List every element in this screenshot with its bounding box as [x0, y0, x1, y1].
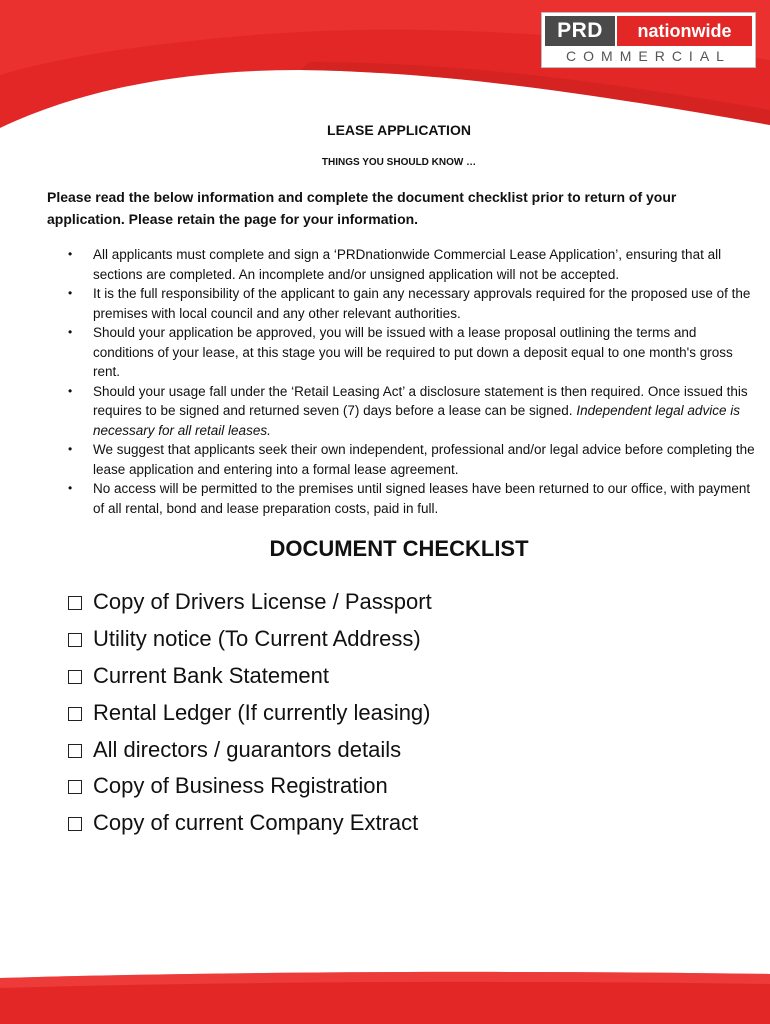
prd-nationwide-commercial-logo — [541, 12, 756, 68]
bullet-item: • No access will be permitted to the premises until signed leases have been returned to our office, with payment of all rental, bond and lease preparation costs, paid in full. — [66, 479, 756, 518]
bullet-item: • Should your usage fall under the ‘Retail Leasing Act’ a disclosure statement is then required. Once issued this requires to be signed and returned seven (7) days before a lease can be signed. Independent legal advice is necessary for all retail leases. — [66, 382, 756, 441]
checklist-item — [68, 805, 432, 842]
checklist-item-label: All directors / guarantors details — [93, 736, 402, 762]
checklist-item-label: Copy of current Company Extract — [93, 810, 419, 836]
checkbox[interactable] — [68, 780, 82, 794]
checklist-item — [68, 621, 432, 658]
legal-advice-emphasis: Independent legal advice is necessary for all retail leases. — [93, 403, 740, 438]
checklist-item-label: Current Bank Statement — [93, 662, 330, 688]
checkbox[interactable] — [68, 817, 82, 831]
document-title: LEASE APPLICATION — [327, 122, 471, 138]
checklist-item — [68, 658, 432, 695]
checkbox[interactable] — [68, 596, 82, 610]
footer-red-band — [0, 970, 770, 1024]
bullet-item: • We suggest that applicants seek their own independent, professional and/or legal advice before completing the lease application and entering into a formal lease agreement. — [66, 440, 756, 479]
bullet-item: • Should your application be approved, you will be issued with a lease proposal outlining the terms and conditions of your lease, at this stage you will be required to put down a deposit equal to one month's gross rent. — [66, 323, 756, 382]
checklist-item — [68, 584, 432, 621]
checkbox[interactable] — [68, 670, 82, 684]
document-subtitle: THINGS YOU SHOULD KNOW … — [321, 157, 477, 168]
checklist-item-label: Copy of Business Registration — [93, 773, 388, 799]
checklist-item — [68, 694, 432, 731]
document-checklist — [68, 584, 432, 842]
checklist-item-label: Copy of Drivers License / Passport — [93, 589, 432, 615]
checkbox[interactable] — [68, 744, 82, 758]
bullet-item: • It is the full responsibility of the applicant to gain any necessary approvals required for the proposed use of the premises with local council and any other relevant authorities. — [66, 284, 756, 323]
checklist-title: DOCUMENT CHECKLIST — [269, 536, 529, 561]
information-bullet-list — [66, 245, 756, 518]
checklist-item — [68, 768, 432, 805]
checklist-item-label: Rental Ledger (If currently leasing) — [93, 699, 431, 725]
bullet-item: • All applicants must complete and sign a ‘PRDnationwide Commercial Lease Application’, ensuring that all sections are completed. An incomplete and/or unsigned application will not be accepted. — [66, 245, 756, 284]
checklist-item — [68, 731, 432, 768]
checklist-item-label: Utility notice (To Current Address) — [93, 626, 421, 652]
logo-commercial-text: COMMERCIAL — [566, 48, 731, 64]
checkbox[interactable] — [68, 707, 82, 721]
intro-paragraph: Please read the below information and complete the document checklist prior to return of your application. Please retain the page for your information. — [47, 189, 677, 227]
checkbox[interactable] — [68, 633, 82, 647]
logo-nationwide-text: nationwide — [617, 16, 752, 46]
logo-prd-text: PRD — [545, 16, 615, 46]
